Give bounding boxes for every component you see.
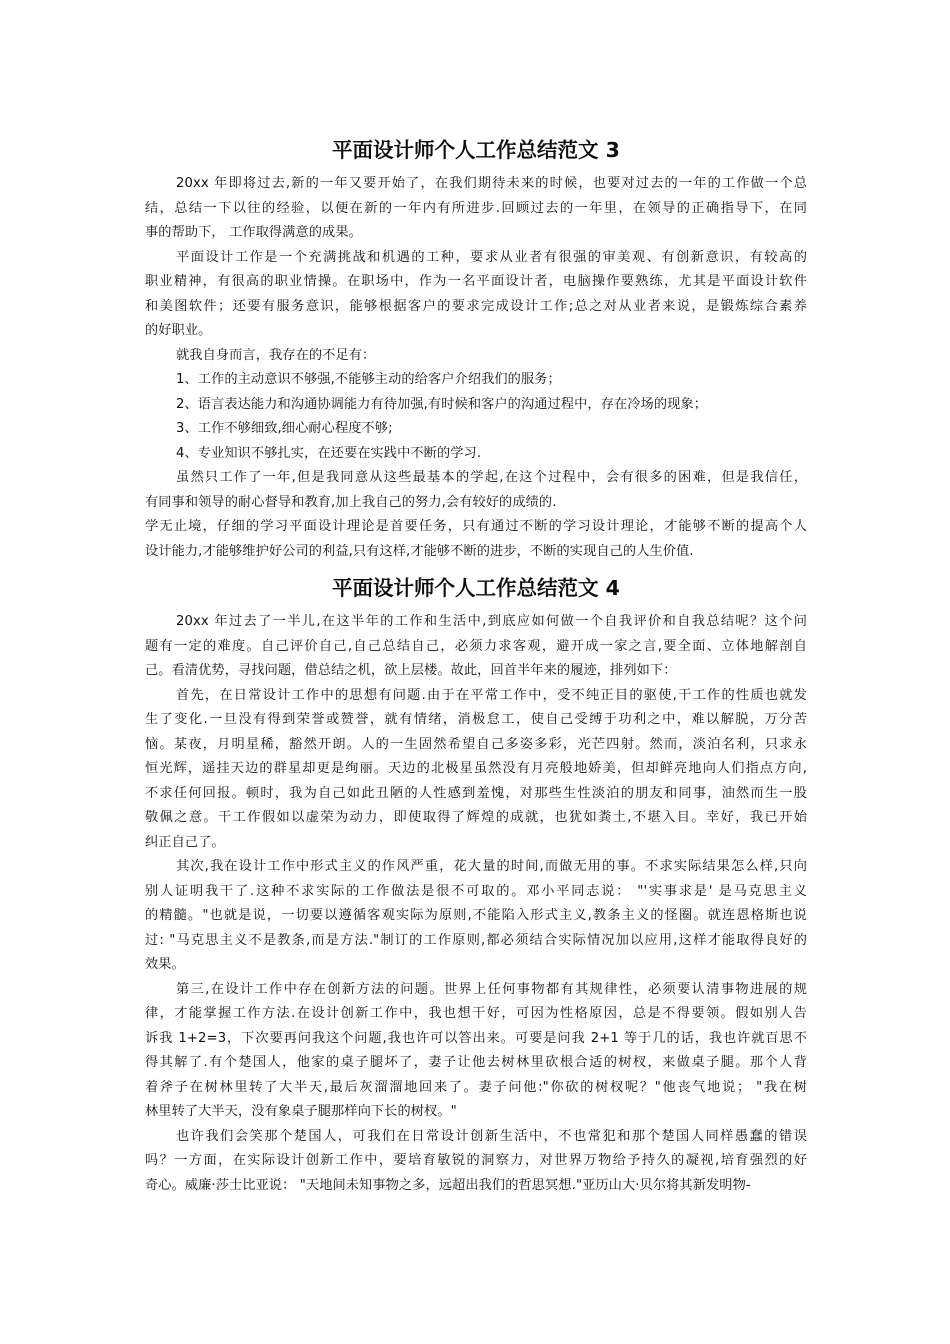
text-line: 吗？一方面，在实际设计创新工作中，要培育敏锐的洞察力，对世界万物给予持久的凝视,培育强烈的好 xyxy=(145,1153,807,1168)
document-content xyxy=(145,128,807,1198)
text-line: 律，才能掌握工作方法.在设计创新工作中，我也想干好，可因为性格原因，总是不得要领。假如别人告 xyxy=(145,1006,807,1021)
paragraph xyxy=(145,172,807,246)
section-title-3: 平面设计师个人工作总结范文 3 xyxy=(332,138,620,162)
paragraph xyxy=(145,684,807,856)
paragraph xyxy=(145,344,807,369)
text-line: 20xx 年过去了一半儿,在这半年的工作和生活中,到底应如何做一个自我评价和自我总结呢？这个问 xyxy=(176,614,807,629)
text-line: 纠正自己了。 xyxy=(145,834,225,850)
text-line: 恒光辉，遥挂天边的群星却更是绚丽。天边的北极星虽然没有月亮般地娇美，但却鲜亮地向人们指点方向, xyxy=(145,761,807,776)
text-line: 的精髓。"也就是说，一切要以遵循客观实际为原则,不能陷入形式主义,教条主义的怪圈。就连恩格斯也说 xyxy=(145,908,807,923)
text-line: 恼。某夜，月明星稀，豁然开朗。人的一生固然希望自己多姿多彩，光芒四射。然而，淡泊名利，只求永 xyxy=(145,736,807,752)
text-line: 着斧子在树林里转了大半天,最后灰溜溜地回来了。妻子问他:"你砍的树杈呢？"他丧气地说； "我在树 xyxy=(145,1079,807,1095)
text-line: 敬佩之意。干工作假如以虚荣为动力，即使取得了辉煌的成就，也犹如粪土,不堪入目。幸好，我已开始 xyxy=(145,810,807,825)
text-line: 别人证明我干了.这种不求实际的工作做法是很不可取的。邓小平同志说： "'实事求是' 是马克思主义 xyxy=(145,883,807,899)
paragraph xyxy=(145,246,807,344)
section-title-4: 平面设计师个人工作总结范文 4 xyxy=(332,576,620,600)
text-line: 诉我 1+2=3，下次要再问我这个问题,我也许可以答出来。可要是问我 2+1 等于几的话，我也许就百思不 xyxy=(145,1030,807,1046)
text-line: 和美图软件；还要有服务意识，能够根据客户的要求完成设计工作;总之对从业者来说，是锻炼综合素养 xyxy=(145,298,807,314)
text-line: 其次,我在设计工作中形式主义的作风严重，花大量的时间,而做无用的事。不求实际结果怎么样,只向 xyxy=(176,859,807,874)
text-line: 得其解了.有个楚国人，他家的桌子腿坏了，妻子让他去树林里砍根合适的树杈，来做桌子腿。那个人背 xyxy=(145,1055,807,1070)
section-3-body xyxy=(145,172,807,564)
text-line: 的好职业。 xyxy=(145,323,212,338)
paragraph xyxy=(145,610,807,684)
paragraph xyxy=(145,417,807,442)
text-line: 事的帮助下， 工作取得满意的成果。 xyxy=(145,225,362,240)
paragraph xyxy=(145,855,807,978)
text-line: 不求任何回报。顿时，我为自己如此丑陋的人性感到羞愧，对那些生性淡泊的朋友和同事，油然而生一股 xyxy=(145,785,807,801)
paragraph xyxy=(145,442,807,467)
text-line: 2、语言表达能力和沟通协调能力有待加强,有时候和客户的沟通过程中，存在冷场的现象； xyxy=(176,396,707,412)
text-line: 林里转了大半天，没有象桌子腿那样向下长的树杈。" xyxy=(145,1104,457,1119)
text-line: 职业精神，有很高的职业情操。在职场中，作为一名平面设计者，电脑操作要熟练，尤其是平面设计软件 xyxy=(145,274,807,289)
text-line: 有同事和领导的耐心督导和教育,加上我自己的努力,会有较好的成绩的. xyxy=(145,494,557,510)
section-4-body xyxy=(145,610,807,1198)
text-line: 己。看清优势，寻找问题，借总结之机，欲上层楼。故此，回首半年来的履迹，排列如下： xyxy=(145,663,677,678)
text-line: 奇心。威廉·莎士比亚说： "天地间未知事物之多，远超出我们的哲思冥想."亚历山大·贝尔将其新发明物- xyxy=(145,1177,751,1193)
text-line: 就我自身而言，我存在的不足有： xyxy=(176,347,376,363)
text-line: 过: "马克思主义不是教条,而是方法."制订的工作原则,都必须结合实际情况加以应用,这样才能取得良好的 xyxy=(145,932,807,948)
text-line: 1、工作的主动意识不够强,不能够主动的给客户介绍我们的服务； xyxy=(176,372,561,387)
text-line: 首先，在日常设计工作中的思想有问题.由于在平常工作中，受不纯正目的驱使,干工作的性质也就发 xyxy=(176,687,807,703)
text-line: 题有一定的难度。自己评价自己,自己总结自己，必须力求客观，避开成一家之言,要全面、立体地解剖自 xyxy=(145,638,807,654)
paragraph xyxy=(145,393,807,418)
text-line: 第三,在设计工作中存在创新方法的问题。世界上任何事物都有其规律性，必须要认清事物进展的规 xyxy=(176,981,807,997)
paragraph xyxy=(145,978,807,1125)
text-line: 生了变化.一旦没有得到荣誉或赞誉，就有情绪，消极怠工，使自己受缚于功利之中，难以解脱，万分苦 xyxy=(145,712,807,727)
text-line: 结，总结一下以往的经验，以便在新的一年内有所进步.回顾过去的一年里，在领导的正确指导下，在同 xyxy=(145,200,807,216)
text-line: 20xx 年即将过去,新的一年又要开始了，在我们期待未来的时候，也要对过去的一年的工作做一个总 xyxy=(176,176,807,191)
text-line: 虽然只工作了一年,但是我同意从这些最基本的学起,在这个过程中，会有很多的困难，但是我信任， xyxy=(176,470,807,485)
paragraph xyxy=(145,1125,807,1199)
paragraph xyxy=(145,466,807,515)
text-line: 设计能力,才能够维护好公司的利益,只有这样,才能够不断的进步，不断的实现自己的人生价值. xyxy=(145,543,694,559)
text-line: 4、专业知识不够扎实，在还要在实践中不断的学习. xyxy=(176,445,482,461)
text-line: 平面设计工作是一个充满挑战和机遇的工种，要求从业者有很强的审美观、有创新意识，有较高的 xyxy=(176,249,807,265)
text-line: 也许我们会笑那个楚国人，可我们在日常设计创新生活中，不也常犯和那个楚国人同样愚蠢的错误 xyxy=(176,1128,807,1144)
paragraph xyxy=(145,368,807,393)
text-line: 学无止境，仔细的学习平面设计理论是首要任务，只有通过不断的学习设计理论，才能够不断的提高个人 xyxy=(145,519,807,534)
paragraph xyxy=(145,515,807,564)
text-line: 3、工作不够细致,细心耐心程度不够; xyxy=(176,421,393,436)
text-line: 效果。 xyxy=(145,957,185,972)
